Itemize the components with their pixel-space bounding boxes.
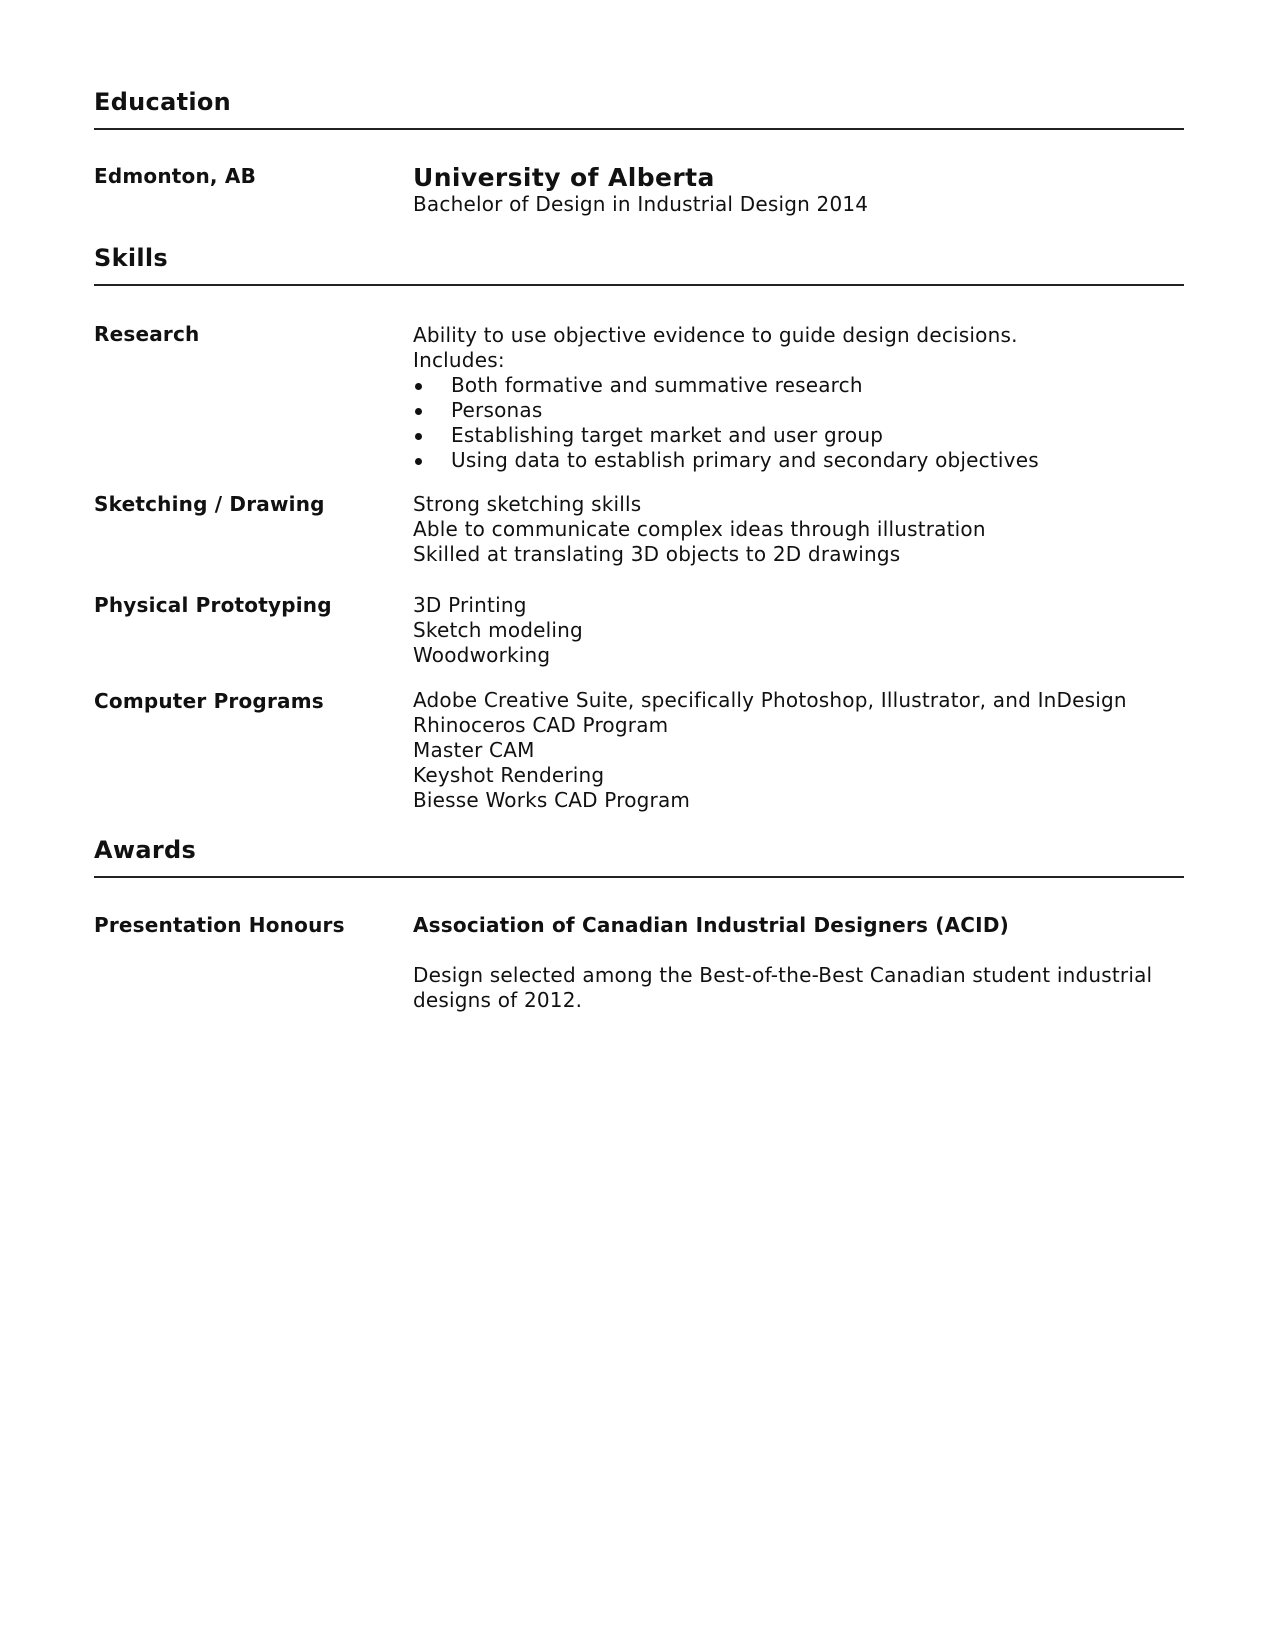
programs-line: Adobe Creative Suite, specifically Photoshop, Illustrator, and InDesign — [413, 688, 1127, 712]
prototyping-line: Woodworking — [413, 643, 551, 667]
education-divider — [94, 128, 1184, 130]
education-heading: Education — [94, 88, 232, 116]
bullet-text: Using data to establish primary and secondary objectives — [451, 448, 1039, 472]
programs-line: Keyshot Rendering — [413, 763, 605, 787]
skill-content-programs — [413, 688, 1183, 813]
award-content — [413, 913, 1183, 1013]
sketching-line: Able to communicate complex ideas through illustration — [413, 517, 986, 541]
award-description: Design selected among the Best-of-the-Best Canadian student industrial designs of 2012. — [413, 963, 1153, 1012]
skill-label-sketching: Sketching / Drawing — [94, 492, 325, 516]
bullet-text: Personas — [451, 398, 543, 422]
skill-content-research — [413, 323, 1183, 473]
education-details — [413, 164, 1183, 217]
bullet-icon — [415, 433, 422, 440]
bullet-icon — [415, 383, 422, 390]
prototyping-line: 3D Printing — [413, 593, 527, 617]
research-line: Ability to use objective evidence to guide design decisions. — [413, 323, 1018, 347]
bullet-icon — [415, 458, 422, 465]
list-item — [413, 423, 1183, 448]
list-item — [413, 448, 1183, 473]
degree: Bachelor of Design in Industrial Design 2014 — [413, 192, 869, 216]
skill-label-programs: Computer Programs — [94, 689, 324, 713]
award-title: Association of Canadian Industrial Designers (ACID) — [413, 913, 1009, 937]
bullet-icon — [415, 408, 422, 415]
programs-line: Rhinoceros CAD Program — [413, 713, 669, 737]
skill-content-prototyping — [413, 593, 1183, 668]
awards-heading: Awards — [94, 836, 197, 864]
research-line: Includes: — [413, 348, 505, 372]
skill-label-prototyping: Physical Prototyping — [94, 593, 332, 617]
education-location: Edmonton, AB — [94, 164, 257, 188]
sketching-line: Skilled at translating 3D objects to 2D drawings — [413, 542, 901, 566]
list-item — [413, 373, 1183, 398]
skill-content-sketching — [413, 492, 1183, 567]
skills-divider — [94, 284, 1184, 286]
prototyping-line: Sketch modeling — [413, 618, 583, 642]
awards-divider — [94, 876, 1184, 878]
list-item — [413, 398, 1183, 423]
skills-heading: Skills — [94, 244, 169, 272]
programs-line: Master CAM — [413, 738, 535, 762]
award-label: Presentation Honours — [94, 913, 345, 937]
research-bullet-list — [413, 373, 1183, 473]
programs-line: Biesse Works CAD Program — [413, 788, 691, 812]
bullet-text: Establishing target market and user group — [451, 423, 884, 447]
skill-label-research: Research — [94, 322, 200, 346]
sketching-line: Strong sketching skills — [413, 492, 642, 516]
bullet-text: Both formative and summative research — [451, 373, 863, 397]
school-name: University of Alberta — [413, 163, 715, 192]
